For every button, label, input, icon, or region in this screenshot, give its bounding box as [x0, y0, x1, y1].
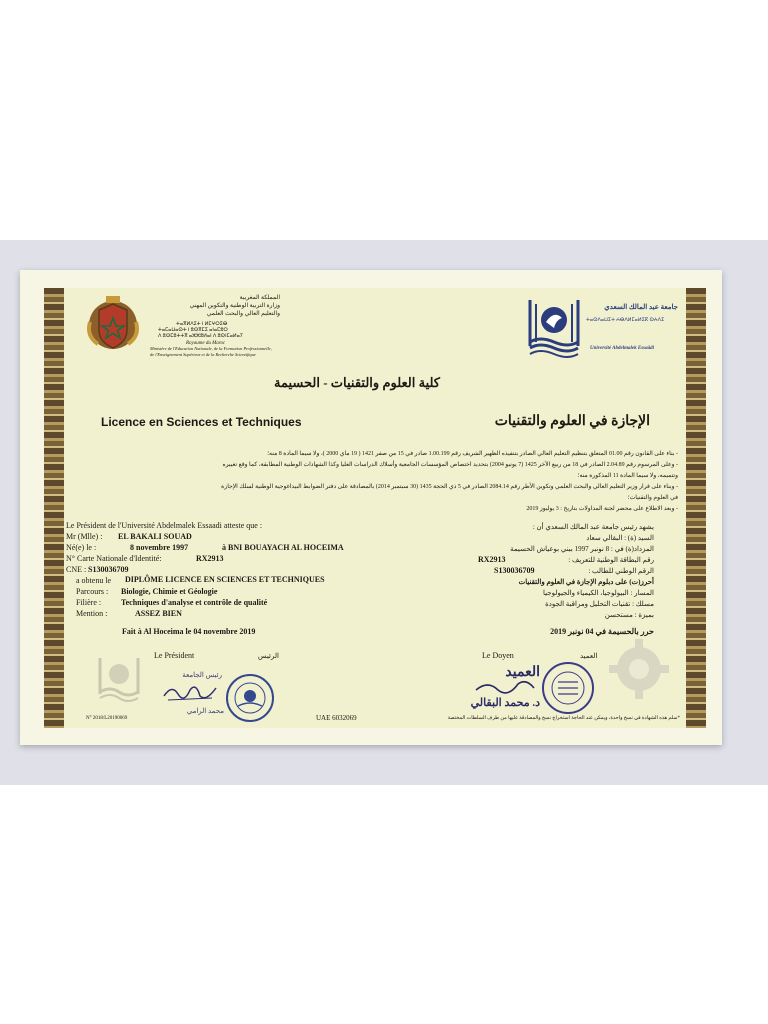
fr-done-at: Fait à Al Hoceima le 04 novembre 2019 — [122, 627, 256, 636]
fr-obtained-label: a obtenu le — [76, 576, 112, 585]
ar-cin: رقم البطاقة الوطنية للتعريف : — [568, 556, 654, 564]
ornamental-border-left — [44, 288, 64, 728]
president-stamp-text-1: رئيس الجامعة — [182, 671, 222, 679]
fr-filiere-label: Filière : — [76, 598, 102, 607]
ministry-fr-1: Royaume du Maroc — [186, 341, 226, 346]
footer-note-ar: *سلم هذه الشهادة في نسخ واحدة، ويمكن عند الحاجة استخراج نسخ والمصادقة عليها من طرف السلطات المختصة — [447, 716, 680, 721]
fr-cin-value: RX2913 — [196, 554, 224, 563]
university-logo-icon — [526, 298, 582, 358]
fr-obtained-value: DIPLÔME LICENCE EN SCIENCES ET TECHNIQUES — [125, 575, 325, 584]
fr-parcours-value: Biologie, Chimie et Géologie — [121, 587, 218, 596]
faculty-title-ar: كلية العلوم والتقنيات - الحسيمة — [274, 375, 440, 390]
ar-cin-value: RX2913 — [478, 555, 506, 564]
ar-path: المسار : البيولوجيا، الكيمياء والجيولوجيا — [543, 589, 654, 597]
fr-parcours-label: Parcours : — [76, 587, 109, 596]
dean-signature-icon — [474, 678, 536, 698]
fr-born-label: Né(e) le : — [66, 543, 97, 552]
dean-sign-text-1: العميد — [505, 665, 540, 680]
gear-watermark-icon — [606, 636, 672, 702]
legal-line-3: وتتميمه، ولا سيما المادة 11 المذكورة منه؛ — [577, 473, 678, 479]
president-round-stamp-icon — [224, 672, 276, 724]
fr-born-value: 8 novembre 1997 — [130, 543, 189, 552]
ministry-fr-3: de l'Enseignement Supérieur et de la Recherche Scientifique — [150, 352, 256, 357]
university-name-fr: Université Abdelmalek Essaâdi — [590, 346, 654, 351]
ar-born: المزداد(ة) في : 8 نونبر 1997 ببني بوعياش الحسيمة — [510, 545, 654, 553]
university-name-ar: جامعة عبد المالك السعدي — [604, 303, 678, 311]
ministry-ar-2: وزارة التربية الوطنية والتكوين المهني — [189, 303, 280, 309]
fr-name-label: Mr (Mlle) : — [66, 532, 103, 541]
diploma-title-fr: Licence en Sciences et Techniques — [101, 415, 302, 429]
dean-round-stamp-icon — [540, 660, 596, 716]
legal-line-5: في العلوم والتقنيات؛ — [627, 495, 678, 501]
legal-line-4: - وبناء على قرار وزير التعليم العالي والبحث العلمي وتكوين الأطر رقم 2084.14 الصادر في 5 ذي الحجة 1435 (30 سبتمبر 2014) بالمصادقة على دفتر الضوابط البيداغوجية الوطنية لسلك الإجازة — [221, 484, 678, 490]
dean-sign-text-2: د. محمد البقالي — [470, 697, 540, 709]
document-code: UAE 6032069 — [316, 714, 357, 722]
ministry-tifinagh-3: ⴷ ⵓⵙⵎⵓⵜⵜⴳ ⴰⵣⵣⵓⵍⴰⵏ ⴷ ⵓⵙⵏⵎⴰⵍⴰⵢ — [158, 334, 244, 339]
dean-label-ar: العميد — [580, 652, 598, 660]
ministry-tifinagh-2: ⵜⴰⵎⴰⵡⴰⵙⵜ ⵏ ⵓⵙⴳⵎⵉ ⴰⵏⴰⵎⵓⵔ — [158, 328, 228, 333]
fr-name-value: EL BAKALI SOUAD — [118, 532, 192, 541]
president-stamp-text-2: محمد الرامي — [186, 707, 224, 715]
legal-line-2: - وعلى المرسوم رقم 2.04.89 الصادر في 18 من ربيع الآخر 1425 (7 يونيو 2004) بتحديد اختصاص المؤسسات الجامعية وأسلاك الدراسات العليا وكذا الشهادات الوطنية المطابقة، كما وقع تغييره — [222, 462, 678, 468]
ar-cne-value: S130036709 — [494, 566, 535, 575]
fr-mention-label: Mention : — [76, 609, 108, 618]
fr-mention-value: ASSEZ BIEN — [135, 609, 182, 618]
ar-mention: بميزة : مستحسن — [604, 611, 654, 619]
legal-line-6: - وبعد الاطلاع على محضر لجنة المداولات بتاريخ : 3 يوليوز 2019 — [526, 506, 678, 512]
ministry-fr-2: Ministère de l'Education Nationale, de la Formation Professionnelle, — [150, 346, 272, 351]
moroccan-coat-of-arms-icon — [82, 292, 144, 354]
ministry-tifinagh-1: ⵜⴰⴳⵍⴷⵉⵜ ⵏ ⵍⵎⵖⵔⵉⴱ — [176, 322, 228, 327]
legal-line-1: - بناء على القانون رقم 01.00 المتعلق بتنظيم التعليم العالي الصادر بتنفيذه الظهير الشريف رقم 1.00.199 صادر في 15 من صفر 1421 ( 19 ماي 2000 )، ولا سيما المادة 8 منه؛ — [267, 451, 678, 457]
fr-cne-value: S130036709 — [88, 565, 129, 574]
ar-obtained: أحرز(ت) على دبلوم الإجازة في العلوم والتقنيات — [518, 578, 654, 586]
ministry-ar-1: المملكة المغربية — [239, 295, 280, 301]
ar-done-at: حرر بالحسيمة في 04 نونبر 2019 — [550, 627, 654, 636]
document-number: N° 2018/L20190069 — [86, 716, 128, 721]
university-watermark-icon — [96, 656, 142, 704]
ar-name: السيد (ة) : البقالي سعاد — [586, 534, 654, 542]
ar-track: مسلك : تقنيات التحليل ومراقبة الجودة — [545, 600, 654, 608]
ar-cne: الرقم الوطني للطالب : — [588, 567, 654, 575]
president-signature-icon — [160, 682, 220, 704]
fr-filiere-value: Techniques d'analyse et contrôle de qualité — [121, 598, 268, 607]
university-name-tifinagh: ⵜⴰⵙⴷⴰⵡⵉⵜ ⵄⴱⴷⵍⵎⴰⵍⵉⴽ ⵙⵄⴷⵉ — [586, 318, 665, 323]
fr-intro: Le Président de l'Université Abdelmalek Essaadi atteste que : — [66, 521, 263, 530]
president-label-ar: الرئيس — [258, 652, 279, 660]
ornamental-border-right — [686, 288, 706, 728]
fr-cne-label: CNE : — [66, 565, 87, 574]
ministry-ar-3: والتعليم العالي والبحث العلمي — [206, 311, 280, 317]
fr-born-place: à BNI BOUAYACH AL HOCEIMA — [222, 543, 344, 552]
dean-label-fr: Le Doyen — [482, 651, 514, 660]
fr-cin-label: N° Carte Nationale d'Identité: — [66, 554, 162, 563]
diploma-title-ar: الإجازة في العلوم والتقنيات — [494, 414, 650, 429]
ar-intro: يشهد رئيس جامعة عبد المالك السعدي أن : — [532, 523, 654, 531]
president-label-fr: Le Président — [154, 651, 195, 660]
